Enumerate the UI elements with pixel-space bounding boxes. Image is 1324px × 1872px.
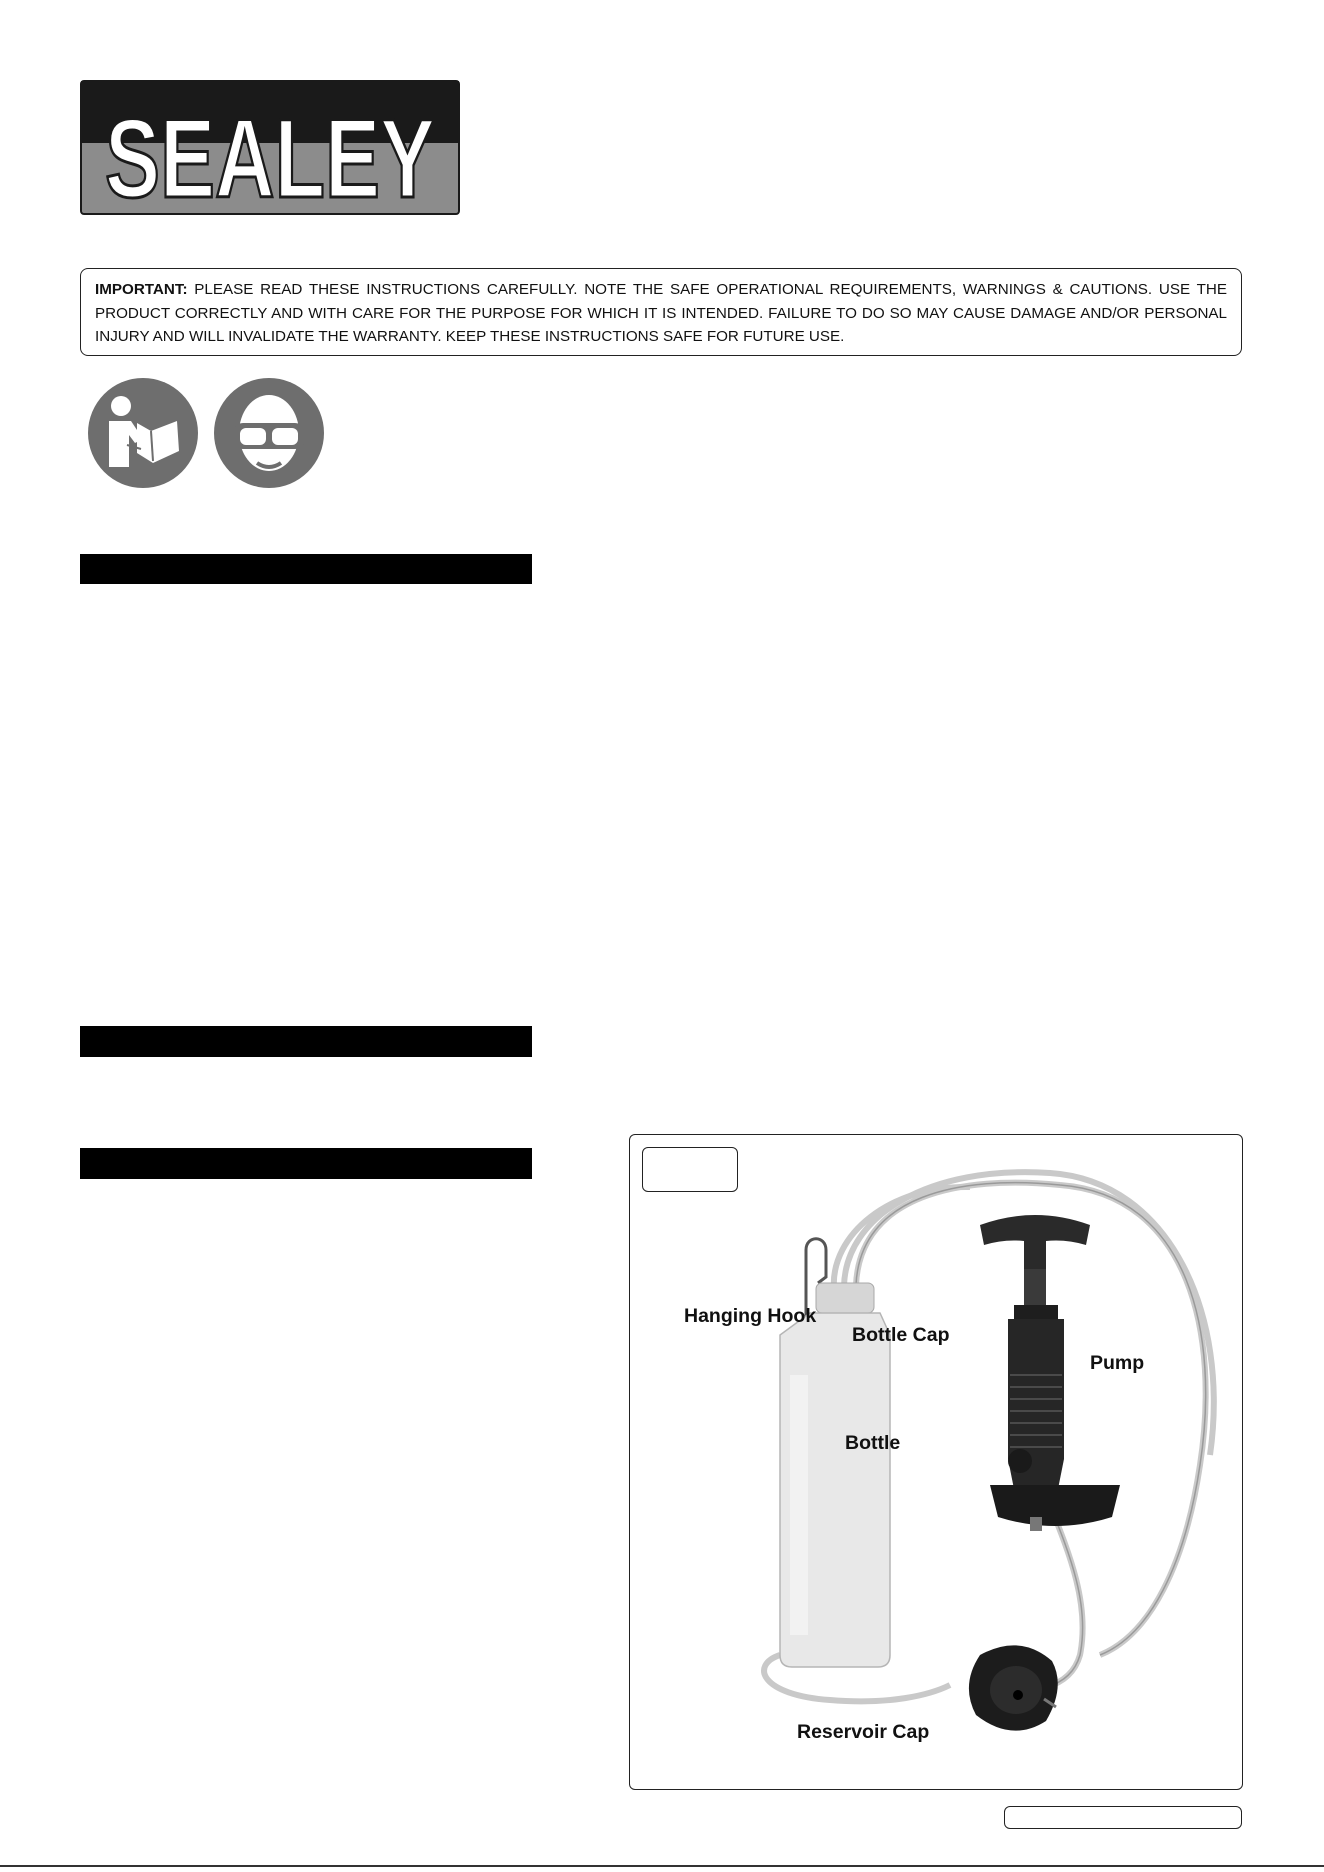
logo-text: SEALEY bbox=[105, 96, 435, 221]
sealey-logo bbox=[80, 80, 460, 221]
important-notice bbox=[80, 268, 1242, 356]
label-reservoir-cap: Reservoir Cap bbox=[797, 1721, 930, 1743]
section-heading-bar bbox=[80, 1026, 532, 1057]
label-hanging-hook: Hanging Hook bbox=[684, 1305, 817, 1327]
label-bottle-cap: Bottle Cap bbox=[852, 1324, 950, 1346]
product-figure bbox=[629, 1134, 1243, 1790]
label-pump: Pump bbox=[1090, 1352, 1145, 1374]
section-heading-bar bbox=[80, 1148, 532, 1179]
footer-rule bbox=[0, 1865, 1324, 1867]
wear-goggles-icon bbox=[213, 377, 325, 489]
reservoir-cap-shape bbox=[969, 1645, 1058, 1730]
section-heading-bar bbox=[80, 554, 532, 584]
product-illustration bbox=[630, 1135, 1244, 1791]
read-manual-icon bbox=[87, 377, 199, 489]
important-text: PLEASE READ THESE INSTRUCTIONS CAREFULLY. NOTE THE SAFE OPERATIONAL REQUIREMENTS, WARNINGS & CAUTIONS. USE THE PRODUCT CORRECTLY AND WITH CARE FOR THE PURPOSE FOR WHICH IT IS INTENDED. FAILURE TO DO SO MAY CAUSE DAMAGE AND/OR PERSONAL INJURY AND WILL INVALIDATE THE WARRANTY. KEEP THESE INSTRUCTIONS SAFE FOR FUTURE USE. bbox=[95, 281, 1227, 345]
label-bottle: Bottle bbox=[845, 1432, 901, 1454]
important-lead: IMPORTANT: bbox=[95, 281, 188, 298]
page-reference-box bbox=[1004, 1806, 1242, 1829]
figure-tag bbox=[642, 1147, 738, 1192]
